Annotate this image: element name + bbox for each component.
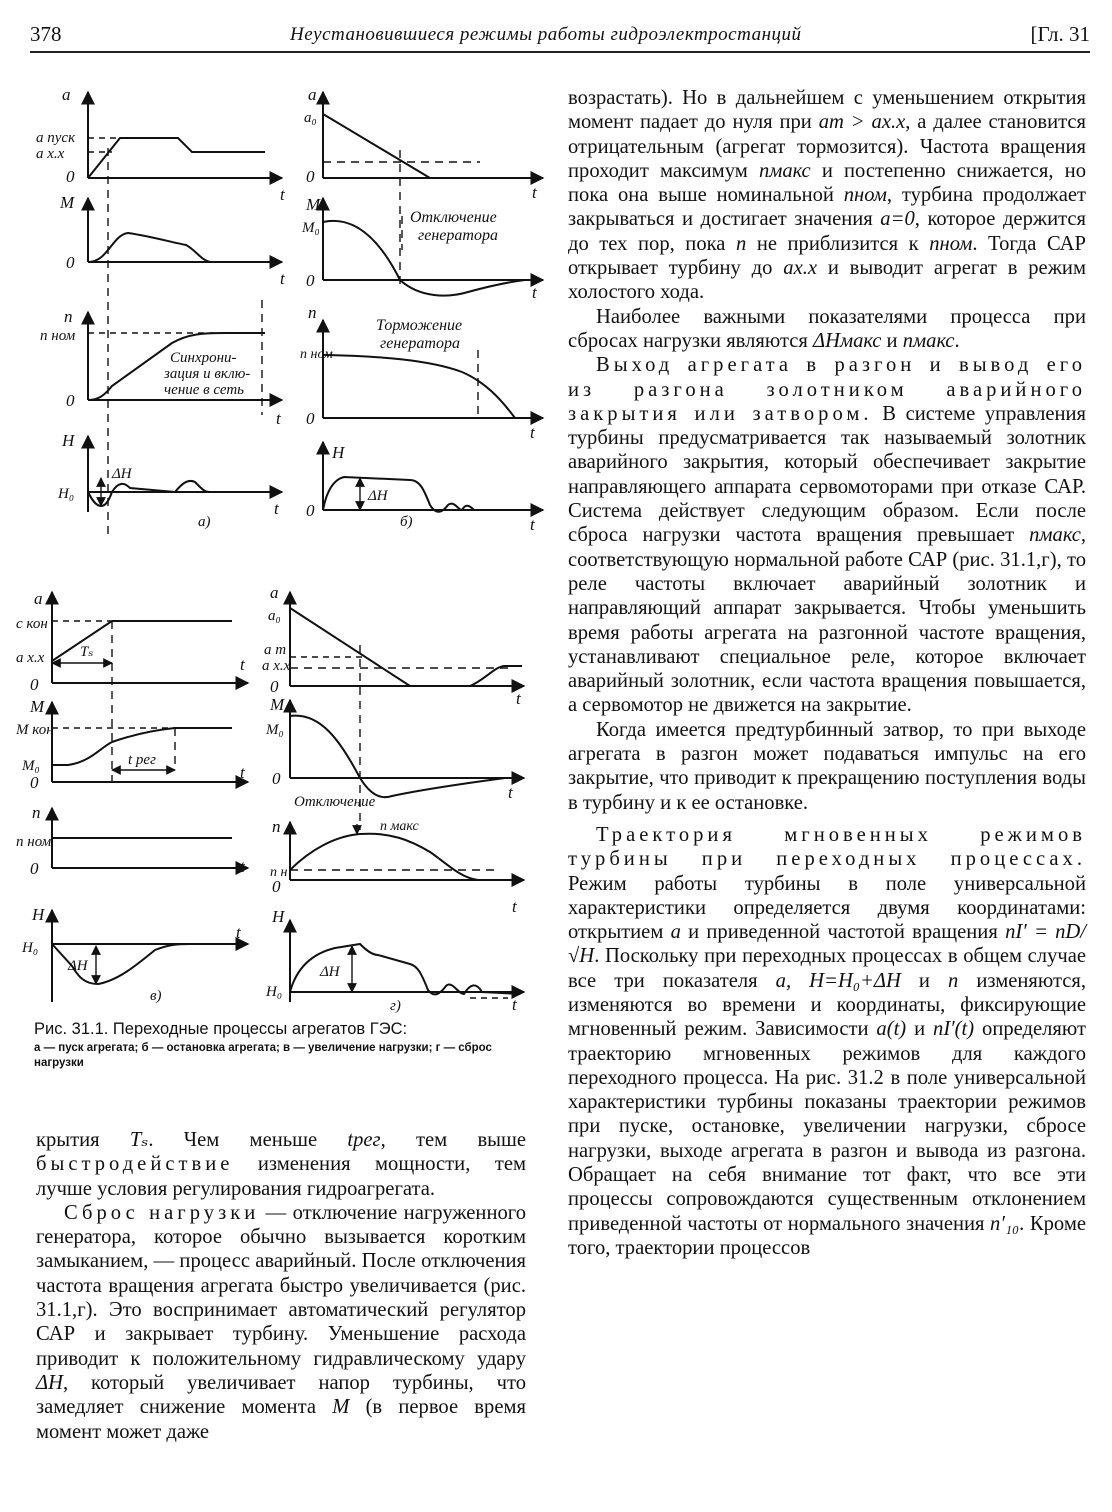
panel-v-t-4: t xyxy=(236,923,241,942)
panel-a-sync-1: Синхрони- xyxy=(170,350,237,366)
panel-b-t-4: t xyxy=(530,515,535,534)
right-paragraph-3: Выход агрегата в разгон и вывод его из разгона золотником аварийного закрытия или затвором. В системе управления турбины предусматривается так называемый золотник аварийного закрытия, который обеспечивает закрытие направляющего аппарата сервомоторами при отказе САР. Система действует следующим образом. Если после сброса нагрузки частота вращения превышает nмакс, соответствующую нормальной работе САР (рис. 31.1,г), то реле частоты включает аварийный золотник и направляющий аппарат закрывается. Чтобы уменьшить время работы агрегата на разгонной частоте вращения, устанавливают специальное реле, которое включает аварийный золотник, если частота вращения повышается, а сервомотор не движется на закрытие. xyxy=(568,354,1086,717)
panel-v-t-1: t xyxy=(240,655,245,674)
panel-b-axis-m: M xyxy=(306,195,321,214)
panel-b-label-a0: a₀ xyxy=(304,110,317,126)
panel-v-label-m-kon: M кон xyxy=(16,722,54,738)
panel-v-zero-1: 0 xyxy=(30,675,39,694)
panel-b-subfig-label: б) xyxy=(400,514,413,530)
panel-v-label-a-xx: a x.x xyxy=(16,650,45,666)
panel-v-label-c-kon: c кон xyxy=(16,616,48,632)
panel-g-label-n-maks: n макс xyxy=(380,819,419,834)
panel-v-zero-2: 0 xyxy=(30,773,39,792)
panel-v-label-ts: Tₛ xyxy=(80,644,94,660)
panel-v-axis-a: a xyxy=(34,589,43,608)
panel-b-off-2: генератора xyxy=(418,227,498,244)
panel-a-sync-2: зация и вклю- xyxy=(164,366,251,382)
left-paragraph-2: Сброс нагрузки — отключение нагруженного генератора, которое обычно вызывается коротким замыканием, — процесс аварийный. После отключения частота вращения агрегата быстро увеличивается (рис. 31.1,г). Это воспринимает автоматический регулятор САР и закрывает турбину. Уменьшение расхода приводит к положительному гидравлическому удару ΔH, который увеличивает напор турбины, что замедляет снижение момента M (в первое время момент может даже xyxy=(36,1201,527,1443)
panel-v-speed-plot xyxy=(52,808,248,868)
panel-g-subfig-label: г) xyxy=(390,998,401,1014)
panel-v-label-dh: ΔH xyxy=(68,958,88,974)
panel-g-t-4: t xyxy=(512,995,517,1014)
panel-b-axis-n: n xyxy=(308,303,317,322)
panel-a-zero-2: 0 xyxy=(66,253,75,272)
panel-v-label-t-reg: t рег xyxy=(128,752,156,768)
panel-a-label-n-nom: n ном xyxy=(40,328,76,344)
panel-b-axis-a: a xyxy=(308,85,317,104)
panel-g-label-n-n: n н xyxy=(270,865,288,880)
panel-a-label-dh: ΔH xyxy=(112,466,132,482)
caption-title: Рис. 31.1. Переходные процессы агрегатов ГЭС: xyxy=(34,1020,408,1038)
panel-b-brake-1: Торможение xyxy=(376,317,463,334)
panel-a-sync-3: чение в сеть xyxy=(164,382,245,398)
panel-v-subfig-label: в) xyxy=(150,988,162,1004)
panel-v-axis-n: n xyxy=(32,803,41,822)
running-title: Неустановившиеся режимы работы гидроэлектростанций xyxy=(290,24,802,45)
panel-v-label-h0: H₀ xyxy=(22,940,39,956)
panel-b-label-n-nom: n ном xyxy=(300,347,333,362)
panel-b-zero-3: 0 xyxy=(306,409,315,428)
caption-legend: а — пуск агрегата; б — остановка агрегата; в — увеличение нагрузки; г — сброс нагрузки xyxy=(34,1042,492,1069)
panel-g-label-am: a m xyxy=(264,642,287,658)
panel-b-t-2: t xyxy=(532,283,537,302)
panel-b-zero-2: 0 xyxy=(306,271,315,290)
panel-b-brake-2: генератора xyxy=(380,335,460,352)
panel-g-t-3: t xyxy=(512,897,517,916)
panel-g-zero-2: 0 xyxy=(272,769,281,788)
panel-b-axis-h: H xyxy=(332,443,345,462)
panel-a-t-3: t xyxy=(276,409,281,428)
panel-v-axis-h: H xyxy=(32,905,45,924)
panel-b-t-1: t xyxy=(532,183,537,202)
right-paragraph-1: возрастать). Но в дальнейшем с уменьшением открытия момент падает до нуля при am > ax.x, а далее становится отрицательным (агрегат тормозится). Частота вращения проходит максимум nмакс и постепенно снижается, но пока она выше номинальной nном, турбина продолжает закрываться и достигает значения a=0, которое держится до тех пор, пока n не приблизится к nном. Тогда САР открывает турбину до ax.x и выводит агрегат в режим холостого хода. xyxy=(568,87,1087,304)
panel-v-t-2: t xyxy=(240,763,245,782)
panel-g-t-2: t xyxy=(508,783,513,802)
panel-a-label-a-pusk: a пуск xyxy=(36,130,76,146)
panel-b-zero-1: 0 xyxy=(306,167,315,186)
panel-v-label-m0: M₀ xyxy=(22,758,40,774)
panel-g-label-off: Отключение xyxy=(294,794,376,810)
panel-b xyxy=(323,92,543,512)
panel-g-axis-a: a xyxy=(270,583,279,602)
panel-v-label-n-nom: n ном xyxy=(16,834,52,850)
panel-b-opening-plot xyxy=(323,92,543,285)
panel-b-off-1: Отключение xyxy=(410,209,497,226)
page-number: 378 xyxy=(30,22,62,46)
panel-v-torque-plot xyxy=(52,702,248,782)
left-paragraph-1: крытия Tₛ. Чем меньше tрег, тем выше быстродействие изменения мощности, тем лучше условия регулирования гидроагрегата. xyxy=(36,1129,526,1200)
panel-g-torque-plot xyxy=(290,700,524,797)
panel-g-t-1: t xyxy=(516,689,521,708)
panel-g-zero-1: 0 xyxy=(270,677,279,696)
panel-v-zero-3: 0 xyxy=(30,859,39,878)
right-paragraph-2: Наиболее важными показателями процесса при сбросах нагрузки являются ΔHмакс и nмакс. xyxy=(568,305,1086,352)
panel-a-zero-3: 0 xyxy=(66,391,75,410)
panel-a-t-4: t xyxy=(274,499,279,518)
panel-g-label-a0: a₀ xyxy=(268,608,281,624)
panel-v-axis-m: M xyxy=(30,697,45,716)
panel-g-label-dh: ΔH xyxy=(320,964,340,980)
panel-a-subfig-label: а) xyxy=(198,514,211,530)
panel-a-axis-h: H xyxy=(62,431,75,450)
panel-b-zero-4: 0 xyxy=(306,501,315,520)
right-column xyxy=(568,86,1086,1260)
panel-a-t-2: t xyxy=(280,269,285,288)
panel-v-t-3: t xyxy=(240,857,245,876)
panel-a-t-1: t xyxy=(280,185,285,204)
panel-a-label-a-xx: a x.x xyxy=(36,146,65,162)
panel-b-label-m0: M₀ xyxy=(302,220,320,236)
right-paragraph-4: Когда имеется предтурбинный затвор, то при выходе агрегата в разгон может подаваться импульс на его закрытие, что приводит к прекращению поступления воды в турбину и к ее остановке. xyxy=(568,718,1086,814)
chapter-label: [Гл. 31 xyxy=(1030,22,1090,46)
panel-a-label-h0: H₀ xyxy=(58,486,75,502)
panel-g-axis-m: M xyxy=(270,695,285,714)
panel-a-axis-n: n xyxy=(64,307,73,326)
panel-g-label-a-xx: a x.x xyxy=(262,658,291,674)
left-column xyxy=(36,1128,526,1444)
panel-a-zero-1: 0 xyxy=(66,167,75,186)
figure-caption xyxy=(34,1019,539,1071)
panel-b-t-3: t xyxy=(530,423,535,442)
panel-b-label-dh: ΔH xyxy=(368,488,388,504)
panel-g-label-h0: H₀ xyxy=(266,984,283,1000)
panel-g-label-m0: M₀ xyxy=(266,722,284,738)
right-paragraph-5: Траектория мгновенных режимов турбины при переходных процессах. Режим работы турбины в поле универсальной характеристики определяется двумя координатами: открытием a и приведенной частотой вращения nI′ = nD/√H. Поскольку при переходных процессах в общем случае все три показателя a, H=H₀+ΔH и n изменяются, изменяются во времени и координаты, фиксирующие мгновенный режим. Зависимости a(t) и nI′(t) определяют траекторию мгновенных режимов для каждого переходного процесса. На рис. 31.2 в поле универсальной характеристики турбины показаны траектории режимов при пуске, остановке, увеличении нагрузки, сбросе нагрузки, выходе агрегата в разгон и вывода из разгона. Обращает на себя внимание тот факт, что все эти процессы сопровождаются существенным отклонением приведенной частоты от нормального значения n′₁₀. Кроме того, траектории процессов xyxy=(568,823,1087,1259)
panel-a-torque-plot xyxy=(88,198,282,262)
panel-b-head-plot xyxy=(323,442,543,512)
panel-g-axis-h: H xyxy=(272,907,285,926)
panel-g-zero-3: 0 xyxy=(272,877,281,896)
figure-31-1 xyxy=(0,0,560,1020)
panel-a-axis-m: M xyxy=(60,193,75,212)
panel-g-axis-n: n xyxy=(272,817,281,836)
panel-g-head-plot xyxy=(290,920,524,1002)
panel-a-axis-a: a xyxy=(62,85,71,104)
